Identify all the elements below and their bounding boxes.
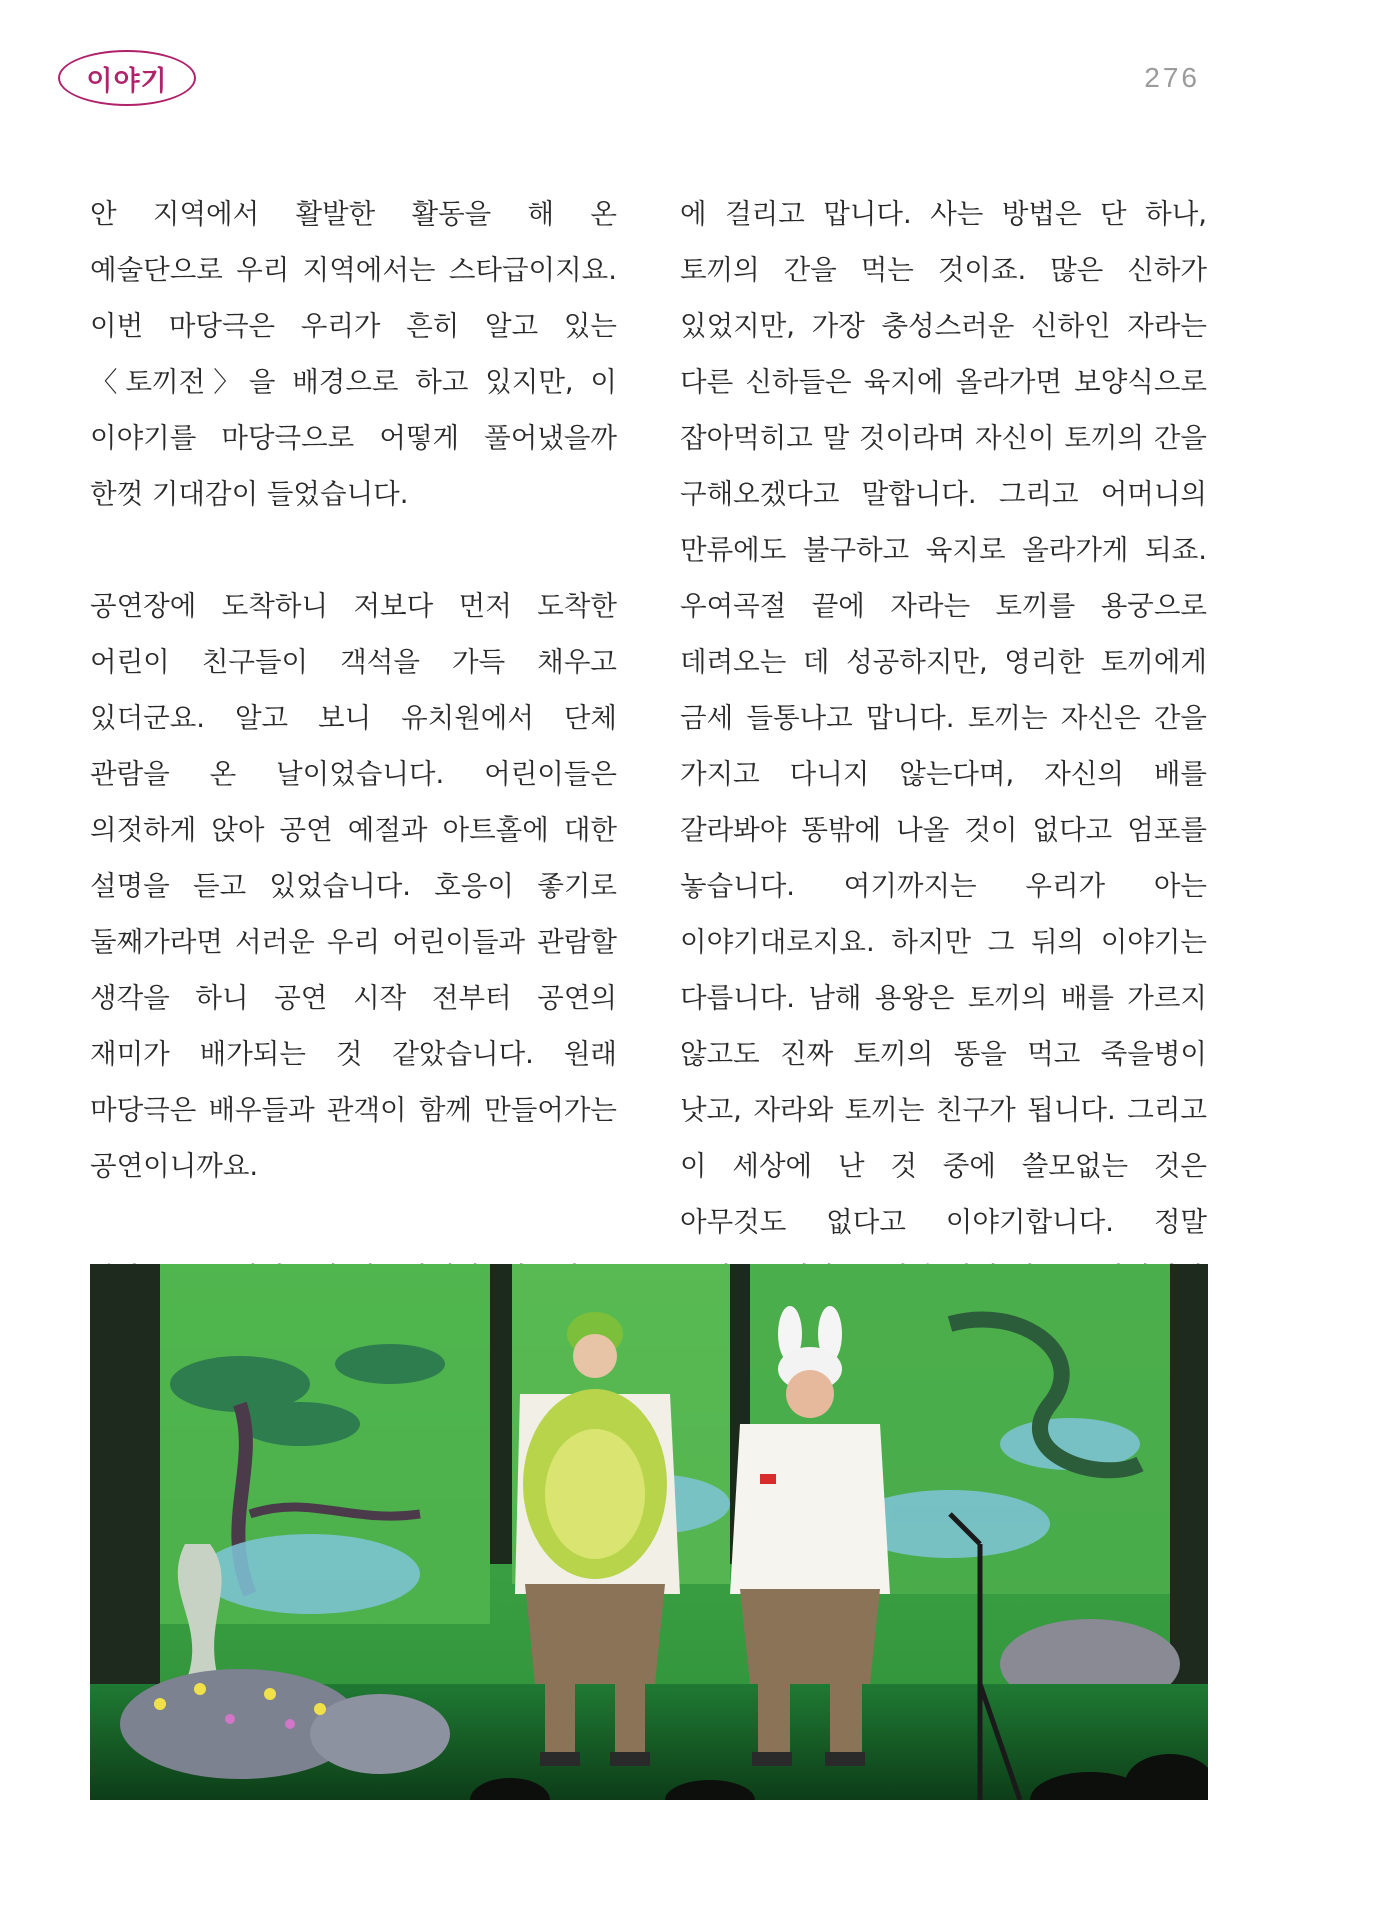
paragraph: 에 걸리고 맙니다. 사는 방법은 단 하나, 토끼의 간을 먹는 것이죠. 많은 신하가 있었지만, 가장 충성스러운 신하인 자라는 다른 신하들은 육지에 올라가면 보양식으로 잡아먹히고 말 것이라며 자신이 토끼의 간을 구해오겠다고 말합니다. 그리고 어머니의 만류에도 불구하고 육지로 올라가게 되죠. 우여곡절 끝에 자라는 토끼를 용궁으로 데려오는 데 성공하지만, 영리한 토끼에게 금세 들통나고 맙니다. 토끼는 자신은 간을 가지고 다니지 않는다며, 자신의 배를 갈라봐야 똥밖에 나올 것이 없다고 엄포를 놓습니다. 여기까지는 우리가 아는 이야기대로지요. 하지만 그 뒤의 이야기는 다릅니다. 남해 용왕은 토끼의 배를 가르지 않고도 진짜 토끼의 똥을 먹고 죽을병이 낫고, 자라와 토끼는 친구가 됩니다. 그리고 이 세상에 난 것 중에 쓸모없는 것은 아무것도 없다고 이야기합니다. 정말 bbox=[680, 198, 1207, 1238]
stage-performance-photo bbox=[90, 1264, 1208, 1800]
curtain-strip bbox=[490, 1264, 512, 1564]
curtain-strip bbox=[90, 1264, 160, 1684]
right-text-column bbox=[680, 186, 1207, 1362]
paragraph: 안 지역에서 활발한 활동을 해 온 예술단으로 우리 지역에서는 스타급이지요. 이번 마당극은 우리가 흔히 알고 있는 〈토끼전〉을 배경으로 하고 있지만, 이 이야기를 마당극으로 어떻게 풀어냈을까 한껏 기대감이 들었습니다. bbox=[90, 198, 617, 510]
stage-rock bbox=[310, 1694, 450, 1774]
section-tag: 이야기 bbox=[58, 50, 196, 106]
page-number: 276 bbox=[1144, 62, 1200, 93]
paragraph: 공연장에 도착하니 저보다 먼저 도착한 어린이 친구들이 객석을 가득 채우고 있더군요. 알고 보니 유치원에서 단체 관람을 온 날이었습니다. 어린이들은 의젓하게 앉아 공연 예절과 아트홀에 대한 설명을 듣고 있었습니다. 호응이 좋기로 둘째가라면 서러운 우리 어린이들과 관람할 생각을 하니 공연 시작 전부터 공연의 재미가 배가되는 것 같았습니다. 원래 마당극은 배우들과 관객이 함께 만들어가는 공연이니까요. bbox=[90, 590, 617, 1182]
stage-scene-illustration bbox=[90, 1264, 1208, 1800]
left-text-column bbox=[90, 186, 617, 1418]
curtain-strip bbox=[1170, 1264, 1208, 1684]
